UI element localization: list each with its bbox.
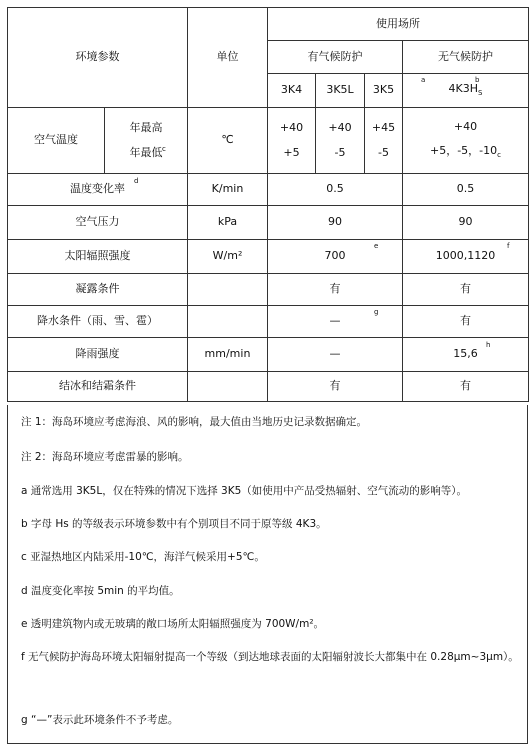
rain-intensity-unit: mm/min [188,338,268,372]
temp-change-rate-unsheltered: 0.5 [403,174,529,206]
condensation-label: 凝露条件 [8,274,188,306]
footnote-g: g “—”表示此环境条件不予考虑。 [21,714,179,726]
rain-intensity-sheltered: — [268,338,403,372]
solar-irradiance-label: 太阳辐照强度 [8,240,188,274]
precipitation-label: 降水条件（雨、雪、雹） [8,306,188,338]
footnote-mark-g: g [374,308,379,316]
footnote-mark-a: a [421,76,426,84]
precipitation-sheltered: — g [268,306,403,338]
header-unit: 单位 [188,8,268,108]
air-temp-max-4k3hs: +40 [453,120,478,134]
air-temp-max-3k5: +45 [371,121,396,135]
solar-irradiance-unit: W/m² [188,240,268,274]
header-usage-place: 使用场所 [268,8,529,41]
air-temp-min-4k3hs: +5，-5，$-10_c$ [429,144,501,160]
note-2: 注 2：海岛环境应考虑雷暴的影响。 [21,451,189,463]
header-3k5: 3K5 [365,74,403,108]
header-environment-parameter: 环境参数 [8,8,188,108]
temp-change-rate-label: 温度变化率 d [8,174,188,206]
air-pressure-unsheltered: 90 [403,206,529,240]
footnote-mark-c: c [162,145,166,153]
air-temp-3k5 [365,108,403,174]
air-temp-3k5l [316,108,365,174]
icing-frost-unit [188,372,268,402]
footnote-d: d 温度变化率按 5min 的平均值。 [21,585,180,597]
air-temp-min-3k4: +5 [283,145,300,159]
footnote-mark-e: e [374,242,379,250]
air-temp-min-3k5: -5 [378,145,389,159]
environment-parameter-table [7,7,529,402]
air-temp-min-3k5l: -5 [334,145,346,159]
footnote-mark-f: f [507,242,510,250]
temp-change-rate-unit: K/min [188,174,268,206]
condensation-unit [188,274,268,306]
footnote-mark-d: d [134,177,139,185]
header-unsheltered: 无气候防护 [403,41,529,74]
annual-max-label: 年最高 [129,121,163,135]
icing-frost-sheltered: 有 [268,372,403,402]
notes-section [7,405,528,744]
header-4k3hs-text: 4K3H [448,82,479,96]
air-pressure-label: 空气压力 [8,206,188,240]
air-temp-max-3k4: +40 [279,121,304,135]
footnote-b: b 字母 Hs 的等级表示环境参数中有个别项目不同于原等级 4K3。 [21,518,327,530]
air-temp-label: 空气温度 [8,108,105,174]
footnote-a: a 通常选用 3K5L，仅在特殊的情况下选择 3K5（如使用中产品受热辐射、空气流动的影响等）。 [21,485,468,497]
solar-irradiance-unsheltered: 1000,1120 f [403,240,529,274]
air-temp-unit: ℃ [188,108,268,174]
air-pressure-unit: kPa [188,206,268,240]
footnote-mark-b: b [475,76,480,84]
header-4k3hs [403,74,529,108]
air-temp-max-3k5l: +40 [328,121,352,135]
air-pressure-sheltered: 90 [268,206,403,240]
condensation-unsheltered: 有 [403,274,529,306]
rain-intensity-label: 降雨强度 [8,338,188,372]
annual-min-label: 年最低 [129,145,163,159]
solar-irradiance-sheltered: 700 e [268,240,403,274]
header-3k4: 3K4 [268,74,316,108]
footnote-f: f 无气候防护海岛环境太阳辐射提高一个等级（到达地球表面的太阳辐射波长大都集中在 0.28μm~3μm）。 [21,651,519,663]
header-3k5l: 3K5L [316,74,365,108]
icing-frost-unsheltered: 有 [403,372,529,402]
rain-intensity-unsheltered: 15,6 h [403,338,529,372]
header-4k3hs-subscript: S [478,89,483,98]
note-1: 注 1：海岛环境应考虑海浪、风的影响，最大值由当地历史记录数据确定。 [21,416,368,428]
condensation-sheltered: 有 [268,274,403,306]
air-temp-4k3hs [403,108,529,174]
header-sheltered: 有气候防护 [268,41,403,74]
footnote-mark-h: h [486,341,491,349]
air-temp-sublabels [105,108,188,174]
footnote-c: c 亚湿热地区内陆采用-10℃，海洋气候采用+5℃。 [21,551,265,563]
icing-frost-label: 结冰和结霜条件 [8,372,188,402]
air-temp-3k4 [268,108,316,174]
footnote-e: e 透明建筑物内或无玻璃的敞口场所太阳辐照强度为 700W/m²。 [21,618,325,630]
precipitation-unit [188,306,268,338]
precipitation-unsheltered: 有 [403,306,529,338]
temp-change-rate-sheltered: 0.5 [268,174,403,206]
